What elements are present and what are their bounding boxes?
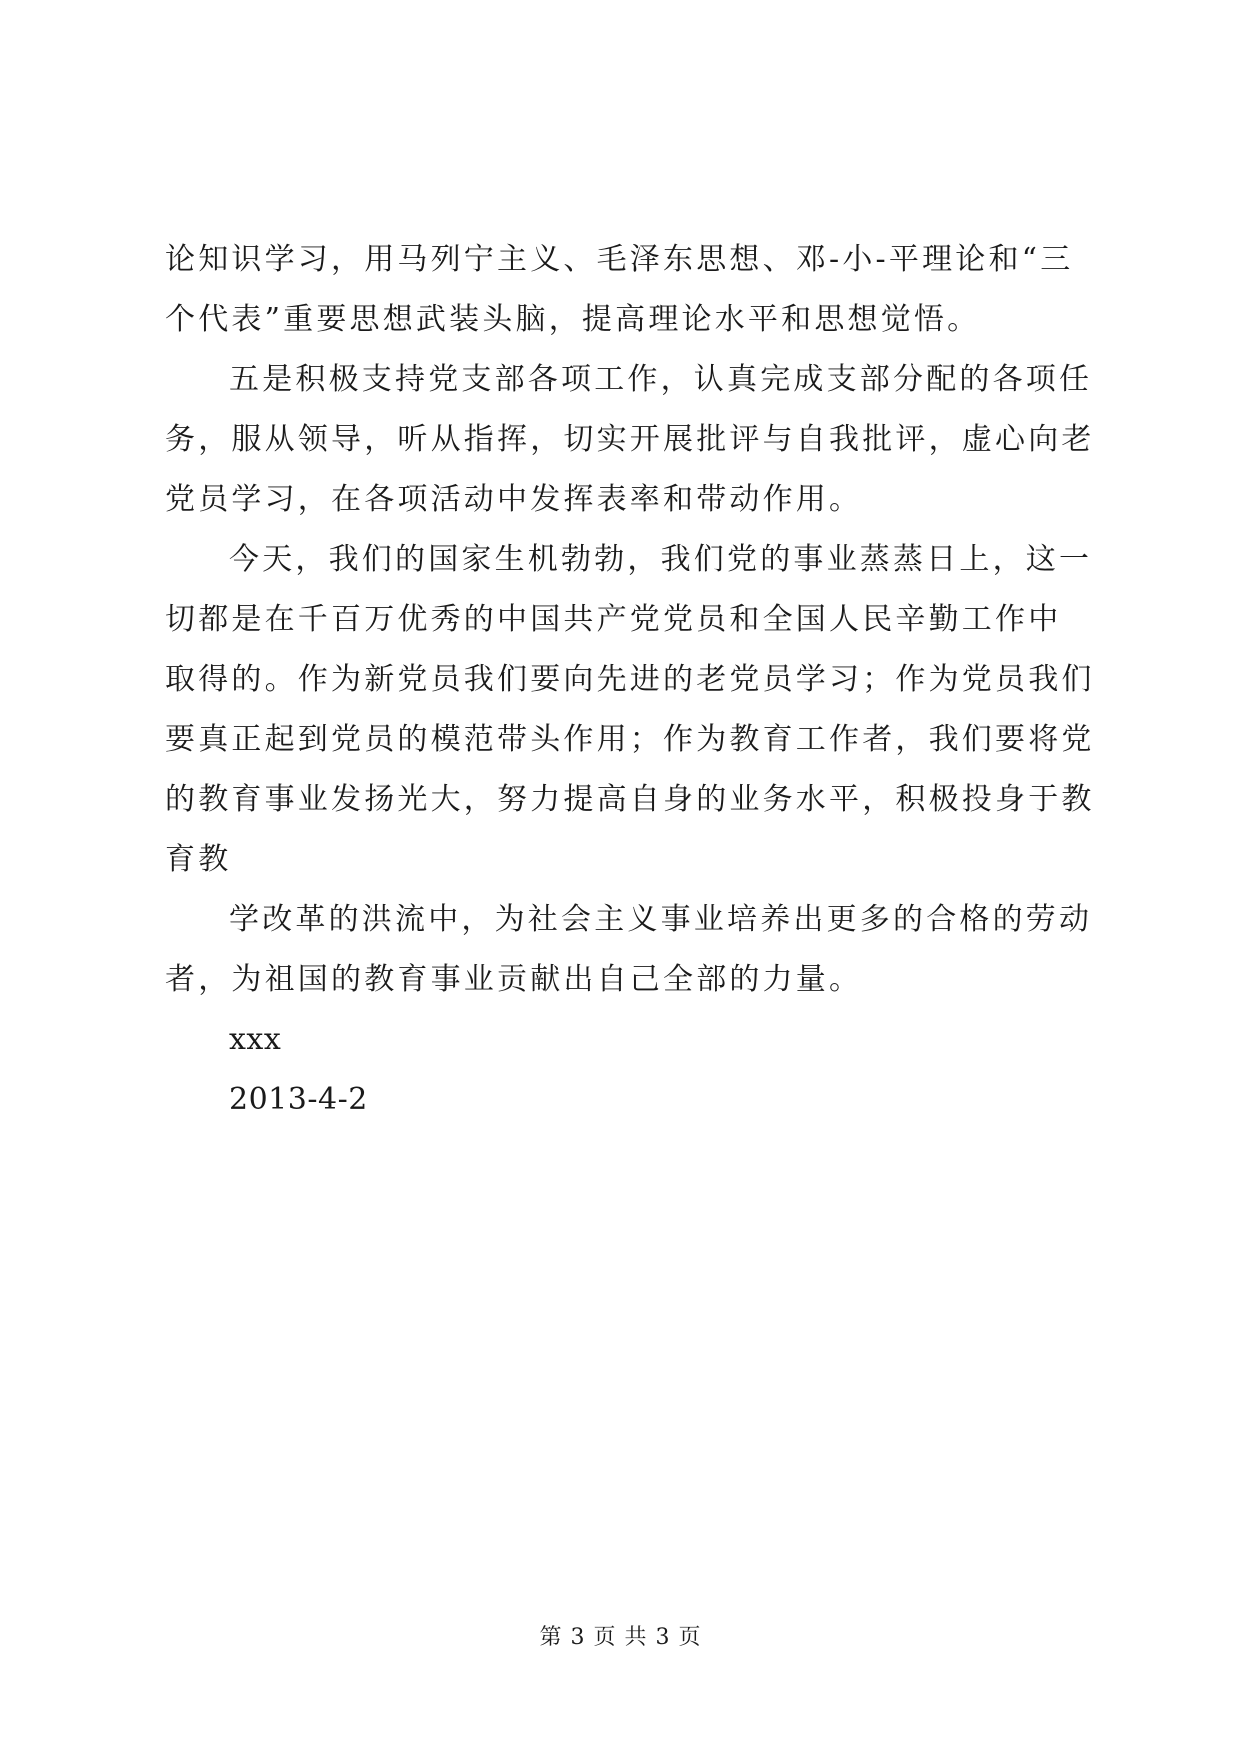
body-line-3: 五是积极支持党支部各项工作，认真完成支部分配的各项任 xyxy=(229,362,1093,397)
signature-name: xxx xyxy=(229,1022,282,1057)
body-line-9: 要真正起到党员的模范带头作用；作为教育工作者，我们要将党 xyxy=(165,722,1095,757)
body-line-4: 务，服从领导，听从指挥，切实开展批评与自我批评，虚心向老 xyxy=(165,422,1095,457)
body-line-1: 论知识学习，用马列宁主义、毛泽东思想、邓-小-平理论和“三 xyxy=(165,242,1074,277)
signature-date: 2013-4-2 xyxy=(229,1082,368,1117)
body-line-7: 切都是在千百万优秀的中国共产党党员和全国人民辛勤工作中 xyxy=(165,602,1062,637)
document-body xyxy=(165,230,1095,1130)
body-line-5: 党员学习，在各项活动中发挥表率和带动作用。 xyxy=(165,482,863,517)
body-line-6: 今天，我们的国家生机勃勃，我们党的事业蒸蒸日上，这一 xyxy=(229,542,1093,577)
body-line-2: 个代表”重要思想武装头脑，提高理论水平和思想觉悟。 xyxy=(165,302,981,337)
body-line-8: 取得的。作为新党员我们要向先进的老党员学习；作为党员我们 xyxy=(165,662,1095,697)
body-line-10: 的教育事业发扬光大，努力提高自身的业务水平，积极投身于教 xyxy=(165,782,1095,817)
body-line-13: 者，为祖国的教育事业贡献出自己全部的力量。 xyxy=(165,962,863,997)
page-number-footer: 第 3 页 共 3 页 xyxy=(539,1625,702,1650)
body-line-12: 学改革的洪流中，为社会主义事业培养出更多的合格的劳动 xyxy=(229,902,1093,937)
body-line-11: 育教 xyxy=(165,842,232,877)
